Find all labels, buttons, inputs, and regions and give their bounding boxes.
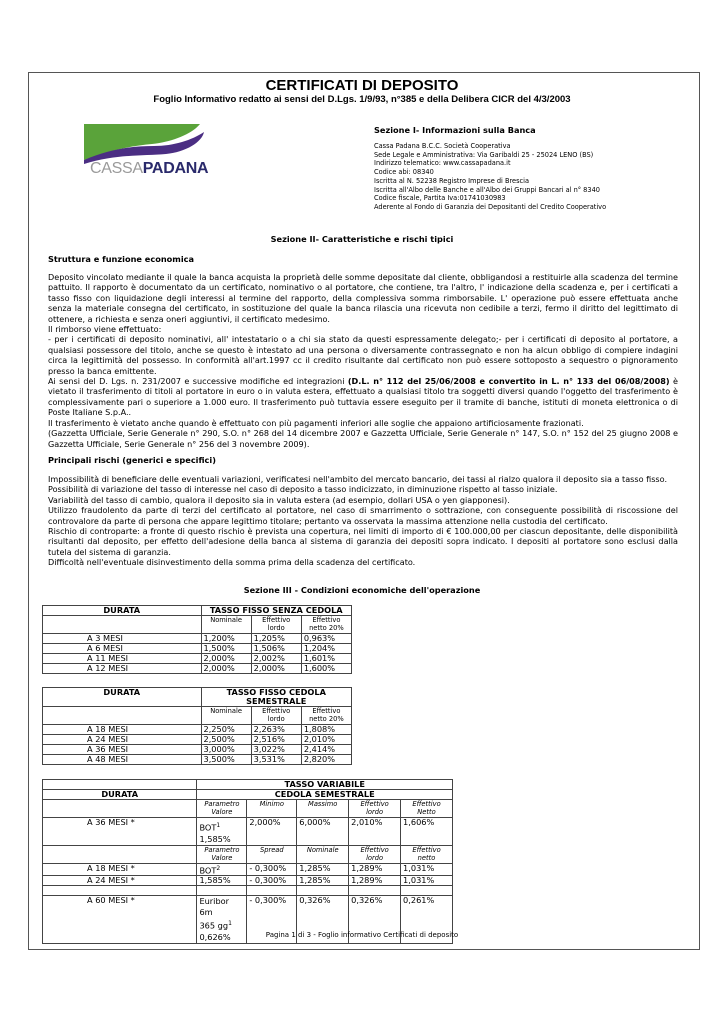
col-group: CEDOLA SEMESTRALE: [197, 790, 453, 800]
cell: 1,601%: [301, 654, 351, 664]
struct-paragraph: Il rimborso viene effettuato:: [48, 324, 162, 335]
risk-paragraph: Utilizzo fraudolento da parte di terzi del certificato al portatore, nel caso di smarrimento o sottrazione, con conseguente possibilità di riscossione del controvalore da parte di persona che appare legittimo titolare; pertanto va osservata la massima attenzione nella custodia del certificato.: [48, 505, 678, 526]
table-row: [43, 818, 453, 846]
cell: 2,000%: [201, 654, 251, 664]
table-row: [43, 755, 352, 765]
cell: 1,289%: [349, 876, 401, 886]
table-top-header: TASSO VARIABILE: [197, 780, 453, 790]
cell: Euribor 6m 365 $gg^1$ 0,626%: [197, 896, 247, 944]
cell: 1,506%: [251, 644, 301, 654]
risk-text: [48, 474, 678, 568]
cell: A 6 MESI: [43, 644, 202, 654]
struct-paragraph: Deposito vincolato mediante il quale la banca acquista la proprietà delle somme depositate dal cliente, obbligandosi a restituirle alla scadenza del termine pattuito. Il rapporto è documentato da un certificato, nominativo o al portatore, che contiene, tra l'altro, l' indicazione della scadenza e, per i certificati a tasso fisso con liquidazione degli interessi al termine del rapporto, della complessiva somma rimborsabile. L' operazione può essere effettuata anche senza la materiale consegna del certificato, in sostituzione del quale la banca rilascia una ricevuta non cedibile a terzi, fermo il diritto del legittimato di ottenere, a richiesta e senza oneri aggiuntivi, il certificato medesimo.: [48, 272, 678, 324]
subheader: Effettivo netto 20%: [301, 616, 351, 634]
table-row: [43, 654, 352, 664]
risk-paragraph: Difficoltà nell'eventuale disinvestimento della somma prima della scadenza del certificato.: [48, 557, 416, 568]
struct-paragraph: (Gazzetta Ufficiale, Serie Generale n° 290, S.O. n° 268 del 14 dicembre 2007 e Gazzetta Ufficiale, Serie Generale n° 147, S.O. n° 152 del 25 giugno 2008 e Gazzetta Ufficiale, Serie Generale n° 256 del 3 novembre 2009).: [48, 428, 678, 449]
table-row: [43, 876, 453, 886]
logo-wordmark: [90, 160, 208, 178]
section3-title: Sezione III - Condizioni economiche dell'operazione: [243, 585, 481, 595]
cell: 2,414%: [301, 745, 351, 755]
cell: 2,010%: [301, 735, 351, 745]
page-footer: Pagina 1 di 3 - Foglio informativo Certificati di deposito: [265, 931, 459, 939]
cell: 0,326%: [297, 896, 349, 944]
cell: BOT$^2$: [197, 863, 247, 876]
subheader: Effettivo netto: [401, 845, 453, 863]
col-durata: DURATA: [43, 790, 197, 800]
cell: 3,531%: [251, 755, 301, 765]
risk-paragraph: Variabilità del tasso di cambio, qualora il deposito sia in valuta estera (ad esempio, dollari USA o yen giapponesi).: [48, 494, 510, 505]
bank-info-line: Sede Legale e Amministrativa: Via Garibaldi 25 - 25024 LENO (BS): [374, 150, 594, 159]
cell: 1,500%: [201, 644, 251, 654]
cell: 1,585%: [197, 876, 247, 886]
cell: 0,963%: [301, 634, 351, 644]
table-variable-rate: [42, 779, 453, 944]
cell: 1,285%: [297, 863, 349, 876]
col-durata: DURATA: [43, 606, 202, 616]
cell: 3,022%: [251, 745, 301, 755]
table-row: [43, 745, 352, 755]
subheader: Parametro Valore: [197, 800, 247, 818]
cell: 1,031%: [401, 876, 453, 886]
subheader: Nominale: [297, 845, 349, 863]
cell: A 24 MESI: [43, 735, 202, 745]
table-row: [43, 644, 352, 654]
bank-info-line: Aderente al Fondo di Garanzia dei Depositanti del Credito Cooperativo: [374, 202, 607, 211]
cell: A 12 MESI: [43, 664, 202, 674]
cell: 6,000%: [297, 818, 349, 846]
cell: 1,205%: [251, 634, 301, 644]
cell: 2,250%: [201, 725, 251, 735]
bank-info-line: Iscritta al N. 52238 Registro Imprese di Brescia: [374, 176, 530, 185]
cell: 1,808%: [301, 725, 351, 735]
cell: 1,204%: [301, 644, 351, 654]
risk-paragraph: Possibilità di variazione del tasso di interesse nel caso di deposito a tasso indicizzato, in diminuzione rispetto al tasso iniziale.: [48, 484, 558, 495]
subheader: Nominale: [201, 707, 251, 725]
bank-info-line: Indirizzo telematico: www.cassapadana.it: [374, 159, 511, 168]
struct-text: [48, 272, 678, 449]
cell: A 36 MESI *: [43, 818, 197, 846]
table-fixed-no-coupon: [42, 605, 352, 674]
subheader: Minimo: [247, 800, 297, 818]
cell: 2,500%: [201, 735, 251, 745]
col-group: TASSO FISSO CEDOLA SEMESTRALE: [201, 688, 352, 707]
table-row: [43, 664, 352, 674]
bank-info: [374, 142, 694, 212]
section2-title: Sezione II- Caratteristiche e rischi tipici: [270, 234, 454, 244]
subheader: Effettivo lordo: [251, 707, 301, 725]
risk-heading: Principali rischi (generici e specifici): [48, 455, 216, 465]
cell: BOT$^1$ 1,585%: [197, 818, 247, 846]
cell: A 3 MESI: [43, 634, 202, 644]
cell: A 18 MESI: [43, 725, 202, 735]
cell: 2,002%: [251, 654, 301, 664]
section1-title: Sezione I- Informazioni sulla Banca: [374, 125, 536, 135]
table-row: [43, 634, 352, 644]
table-fixed-semiannual: [42, 687, 352, 765]
subheader: Effettivo lordo: [251, 616, 301, 634]
cell: 3,000%: [201, 745, 251, 755]
cell: 2,516%: [251, 735, 301, 745]
table-row: [43, 863, 453, 876]
cell: 3,500%: [201, 755, 251, 765]
bank-info-line: Iscritta all'Albo delle Banche e all'Albo dei Gruppi Bancari al n° 8340: [374, 185, 600, 194]
subheader: Nominale: [201, 616, 251, 634]
document-subtitle: Foglio Informativo redatto ai sensi del D.Lgs. 1/9/93, n°385 e della Delibera CICR del 4/3/2003: [153, 94, 571, 105]
cell: 1,289%: [349, 863, 401, 876]
cell: 1,606%: [401, 818, 453, 846]
col-durata: DURATA: [43, 688, 202, 707]
subheader: Effettivo Netto: [401, 800, 453, 818]
subheader: Spread: [247, 845, 297, 863]
document-title: CERTIFICATI DI DEPOSITO: [265, 77, 459, 94]
subheader: Massimo: [297, 800, 349, 818]
cell: 1,200%: [201, 634, 251, 644]
struct-paragraph: - per i certificati di deposito nominativi, all' intestatario o a chi sia stato da questi espressamente delegato;- per i certificati di deposito al portatore, a qualsiasi possessore del titolo, anche se questo è intestato ad una persona o diversamente contrassegnato e non ha alcun obbligo di compiere indagini circa la legittimità del possesso. In conformità all'art.1997 cc il credito risultante dal certificato non può essere sottoposto a sequestro o pignoramento presso la banca emittente.: [48, 334, 678, 376]
risk-paragraph: Impossibilità di beneficiare delle eventuali variazioni, verificatesi nell'ambito del mercato bancario, dei tassi al rialzo qualora il deposito sia a tasso fisso.: [48, 474, 668, 484]
logo-word-padana: PADANA: [142, 160, 209, 177]
struct-paragraph: Ai sensi del D. Lgs. n. 231/2007 e successive modifiche ed integrazioni (D.L. n° 112 del 25/06/2008 e convertito in L. n° 133 del 06/08/2008) è vietato il trasferimento di titoli al portatore in euro o in valuta estera, effettuato a qualsiasi titolo tra soggetti diversi quando l'oggetto del trasferimento è complessivamente pari o superiore a 1.000 euro. Il trasferimento può tuttavia essere eseguito per il tramite di banche, istituti di moneta elettronica o di Poste Italiane S.p.A..: [48, 376, 678, 418]
struct-heading: Struttura e funzione economica: [48, 254, 194, 264]
cell: A 24 MESI *: [43, 876, 197, 886]
cell: A 48 MESI: [43, 755, 202, 765]
bank-info-line: Cassa Padana B.C.C. Società Cooperativa: [374, 142, 511, 150]
cell: 2,000%: [201, 664, 251, 674]
cell: A 36 MESI: [43, 745, 202, 755]
cell: 1,600%: [301, 664, 351, 674]
bank-info-line: Codice fiscale, Partita Iva:01741030983: [374, 194, 506, 203]
cell: 2,820%: [301, 755, 351, 765]
struct-paragraph: Il trasferimento è vietato anche quando è effettuato con più pagamenti inferiori alle soglie che appaiono artificiosamente frazionati.: [48, 417, 584, 428]
cell: 2,000%: [247, 818, 297, 846]
table-row: [43, 735, 352, 745]
subheader: Effettivo lordo: [349, 800, 401, 818]
subheader: Effettivo netto 20%: [301, 707, 351, 725]
cell: 2,263%: [251, 725, 301, 735]
cell: - 0,300%: [247, 863, 297, 876]
cell: 0,261%: [401, 896, 453, 944]
col-group: TASSO FISSO SENZA CEDOLA: [201, 606, 352, 616]
subheader: Parametro Valore: [197, 845, 247, 863]
cell: A 60 MESI *: [43, 896, 197, 944]
bank-info-line: Codice abi: 08340: [374, 168, 434, 177]
risk-paragraph: Rischio di controparte: a fronte di questo rischio è prevista una copertura, nei limiti di importo di € 100.000,00 per ciascun depositante, delle disponibilità risultanti dal deposito, per effetto dell'adesione della banca al sistema di garanzia dei depositi sopra indicato. I depositi al portatore sono esclusi dalla tutela del sistema di garanzia.: [48, 526, 678, 557]
cell: 2,010%: [349, 818, 401, 846]
cell: - 0,300%: [247, 896, 297, 944]
cell: 0,326%: [349, 896, 401, 944]
cell: 1,031%: [401, 863, 453, 876]
cell: 1,285%: [297, 876, 349, 886]
subheader: Effettivo lordo: [349, 845, 401, 863]
cell: A 11 MESI: [43, 654, 202, 664]
logo-word-cassa: CASSA: [90, 160, 143, 177]
table-row: [43, 725, 352, 735]
cell: A 18 MESI *: [43, 863, 197, 876]
cell: - 0,300%: [247, 876, 297, 886]
cell: 2,000%: [251, 664, 301, 674]
